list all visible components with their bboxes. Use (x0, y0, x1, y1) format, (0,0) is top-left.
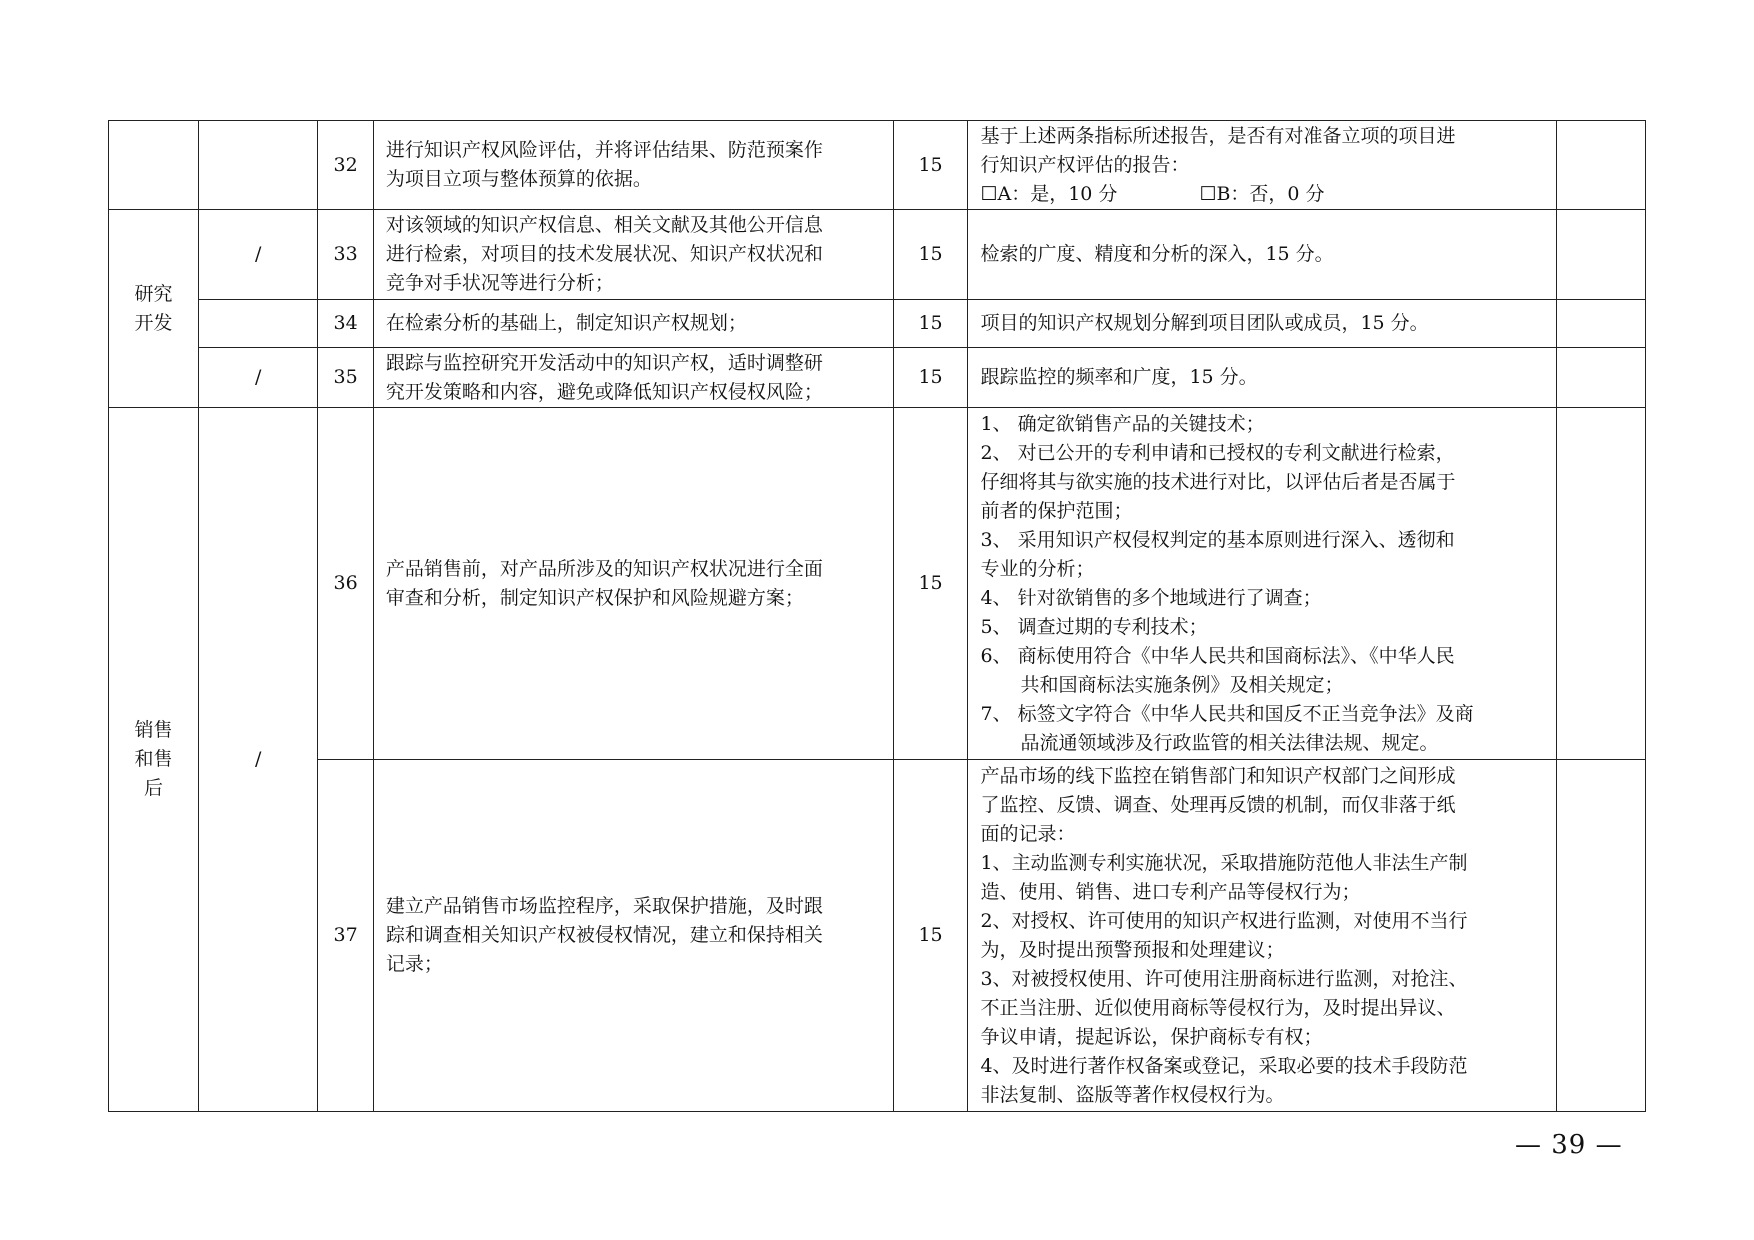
table-row (109, 121, 1646, 210)
subcategory-cell-empty (198, 121, 317, 210)
category-cell-empty (109, 121, 199, 210)
requirement-line: 进行检索，对项目的技术发展状况、知识产权状况和 (385, 243, 823, 265)
score-cell: 15 (893, 300, 968, 348)
criteria-cell (968, 210, 1557, 300)
criteria-line: 1、主动监测专利实施状况，采取措施防范他人非法生产制 (980, 851, 1468, 874)
criteria-line: 仔细将其与欲实施的技术进行对比，以评估后者是否属于 (980, 470, 1456, 493)
score-cell: 15 (893, 760, 968, 1112)
item-number: 37 (318, 760, 374, 1112)
subcategory-cell-empty (198, 300, 317, 348)
criteria-cell (968, 348, 1557, 408)
criteria-line: 7、 标签文字符合《中华人民共和国反不正当竞争法》及商 (980, 702, 1474, 725)
criteria-line: 跟踪监控的频率和广度，15 分。 (980, 366, 1258, 388)
requirement-cell (373, 210, 893, 300)
criteria-line: 产品市场的线下监控在销售部门和知识产权部门之间形成 (980, 764, 1456, 787)
item-number: 34 (318, 300, 374, 348)
criteria-line: 5、 调查过期的专利技术； (980, 615, 1208, 638)
category-sales (109, 408, 199, 1112)
subcategory-cell: / (198, 408, 317, 1112)
option-a-checkbox[interactable]: ☐A：是，10 分 (980, 182, 1118, 205)
criteria-line: 专业的分析； (980, 557, 1095, 580)
criteria-line: 6、 商标使用符合《中华人民共和国商标法》、《中华人民 (980, 644, 1455, 667)
score-cell: 15 (893, 348, 968, 408)
criteria-line: 不正当注册、近似使用商标等侵权行为，及时提出异议、 (980, 996, 1456, 1019)
criteria-line: 行知识产权评估的报告： (980, 153, 1190, 176)
requirement-cell (373, 300, 893, 348)
criteria-line: 4、及时进行著作权备案或登记，采取必要的技术手段防范 (980, 1054, 1468, 1077)
page-number: — 39 — (1515, 1130, 1623, 1160)
requirement-line: 记录； (385, 953, 443, 975)
table-row (109, 348, 1646, 408)
requirement-cell (373, 760, 893, 1112)
table-row (109, 408, 1646, 760)
remarks-cell (1556, 408, 1645, 760)
item-number: 35 (318, 348, 374, 408)
requirement-line: 为项目立项与整体预算的依据。 (385, 168, 652, 190)
category-research (109, 210, 199, 408)
requirement-line: 对该领域的知识产权信息、相关文献及其他公开信息 (385, 214, 823, 236)
category-label-line: 研究 (134, 282, 173, 305)
subcategory-cell: / (198, 348, 317, 408)
score-cell: 15 (893, 121, 968, 210)
requirement-line: 跟踪与监控研究开发活动中的知识产权，适时调整研 (385, 351, 823, 374)
requirement-line: 进行知识产权风险评估，并将评估结果、防范预案作 (385, 139, 823, 161)
criteria-line: 4、 针对欲销售的多个地域进行了调查； (980, 586, 1322, 609)
remarks-cell (1556, 210, 1645, 300)
criteria-line: 3、 采用知识产权侵权判定的基本原则进行深入、透彻和 (980, 528, 1455, 551)
requirement-line: 竞争对手状况等进行分析； (385, 272, 614, 294)
remarks-cell (1556, 121, 1645, 210)
requirement-line: 究开发策略和内容，避免或降低知识产权侵权风险； (385, 380, 823, 403)
item-number: 33 (318, 210, 374, 300)
criteria-line: 品流通领域涉及行政监管的相关法律法规、规定。 (1020, 731, 1439, 754)
criteria-line: 争议申请，提起诉讼，保护商标专有权； (980, 1025, 1323, 1048)
criteria-line: 检索的广度、精度和分析的深入，15 分。 (980, 243, 1334, 265)
criteria-line: 造、使用、销售、进口专利产品等侵权行为； (980, 880, 1361, 903)
subcategory-cell: / (198, 210, 317, 300)
requirement-line: 建立产品销售市场监控程序，采取保护措施，及时跟 (385, 895, 823, 917)
requirement-line: 产品销售前，对产品所涉及的知识产权状况进行全面 (385, 557, 823, 580)
score-cell: 15 (893, 210, 968, 300)
criteria-cell (968, 121, 1557, 210)
criteria-line: 1、 确定欲销售产品的关键技术； (980, 412, 1265, 435)
remarks-cell (1556, 760, 1645, 1112)
criteria-line: 2、 对已公开的专利申请和已授权的专利文献进行检索， (980, 441, 1455, 464)
requirement-cell (373, 121, 893, 210)
criteria-line: 非法复制、盗版等著作权侵权行为。 (980, 1083, 1285, 1106)
category-label-line: 和售 (134, 748, 173, 770)
evaluation-table (108, 120, 1646, 1112)
requirement-cell (373, 408, 893, 760)
criteria-line: 面的记录： (980, 822, 1076, 845)
criteria-line: 为，及时提出预警预报和处理建议； (980, 938, 1285, 961)
requirement-line: 踪和调查相关知识产权被侵权情况，建立和保持相关 (385, 924, 823, 946)
requirement-cell (373, 348, 893, 408)
criteria-cell (968, 408, 1557, 760)
remarks-cell (1556, 348, 1645, 408)
table-row (109, 300, 1646, 348)
options-line (980, 180, 1548, 209)
category-label-line: 开发 (134, 311, 173, 334)
requirement-line: 审查和分析，制定知识产权保护和风险规避方案； (385, 586, 804, 609)
criteria-line: 2、对授权、许可使用的知识产权进行监测，对使用不当行 (980, 909, 1468, 932)
requirement-line: 在检索分析的基础上，制定知识产权规划； (385, 312, 747, 334)
category-label-line: 销售 (134, 719, 173, 741)
table-row (109, 210, 1646, 300)
criteria-line: 项目的知识产权规划分解到项目团队或成员，15 分。 (980, 312, 1429, 334)
item-number: 32 (318, 121, 374, 210)
remarks-cell (1556, 300, 1645, 348)
criteria-line: 了监控、反馈、调查、处理再反馈的机制，而仅非落于纸 (980, 793, 1456, 816)
score-cell: 15 (893, 408, 968, 760)
category-label-line: 后 (143, 777, 163, 799)
criteria-line: 共和国商标法实施条例》及相关规定； (1020, 673, 1344, 696)
criteria-line: 3、对被授权使用、许可使用注册商标进行监测，对抢注、 (980, 967, 1468, 990)
criteria-cell (968, 760, 1557, 1112)
table-row (109, 760, 1646, 1112)
option-b-checkbox[interactable]: ☐B：否，0 分 (1199, 182, 1325, 205)
criteria-line: 基于上述两条指标所述报告，是否有对准备立项的项目进 (980, 124, 1456, 147)
item-number: 36 (318, 408, 374, 760)
criteria-line: 前者的保护范围； (980, 499, 1133, 522)
criteria-cell (968, 300, 1557, 348)
